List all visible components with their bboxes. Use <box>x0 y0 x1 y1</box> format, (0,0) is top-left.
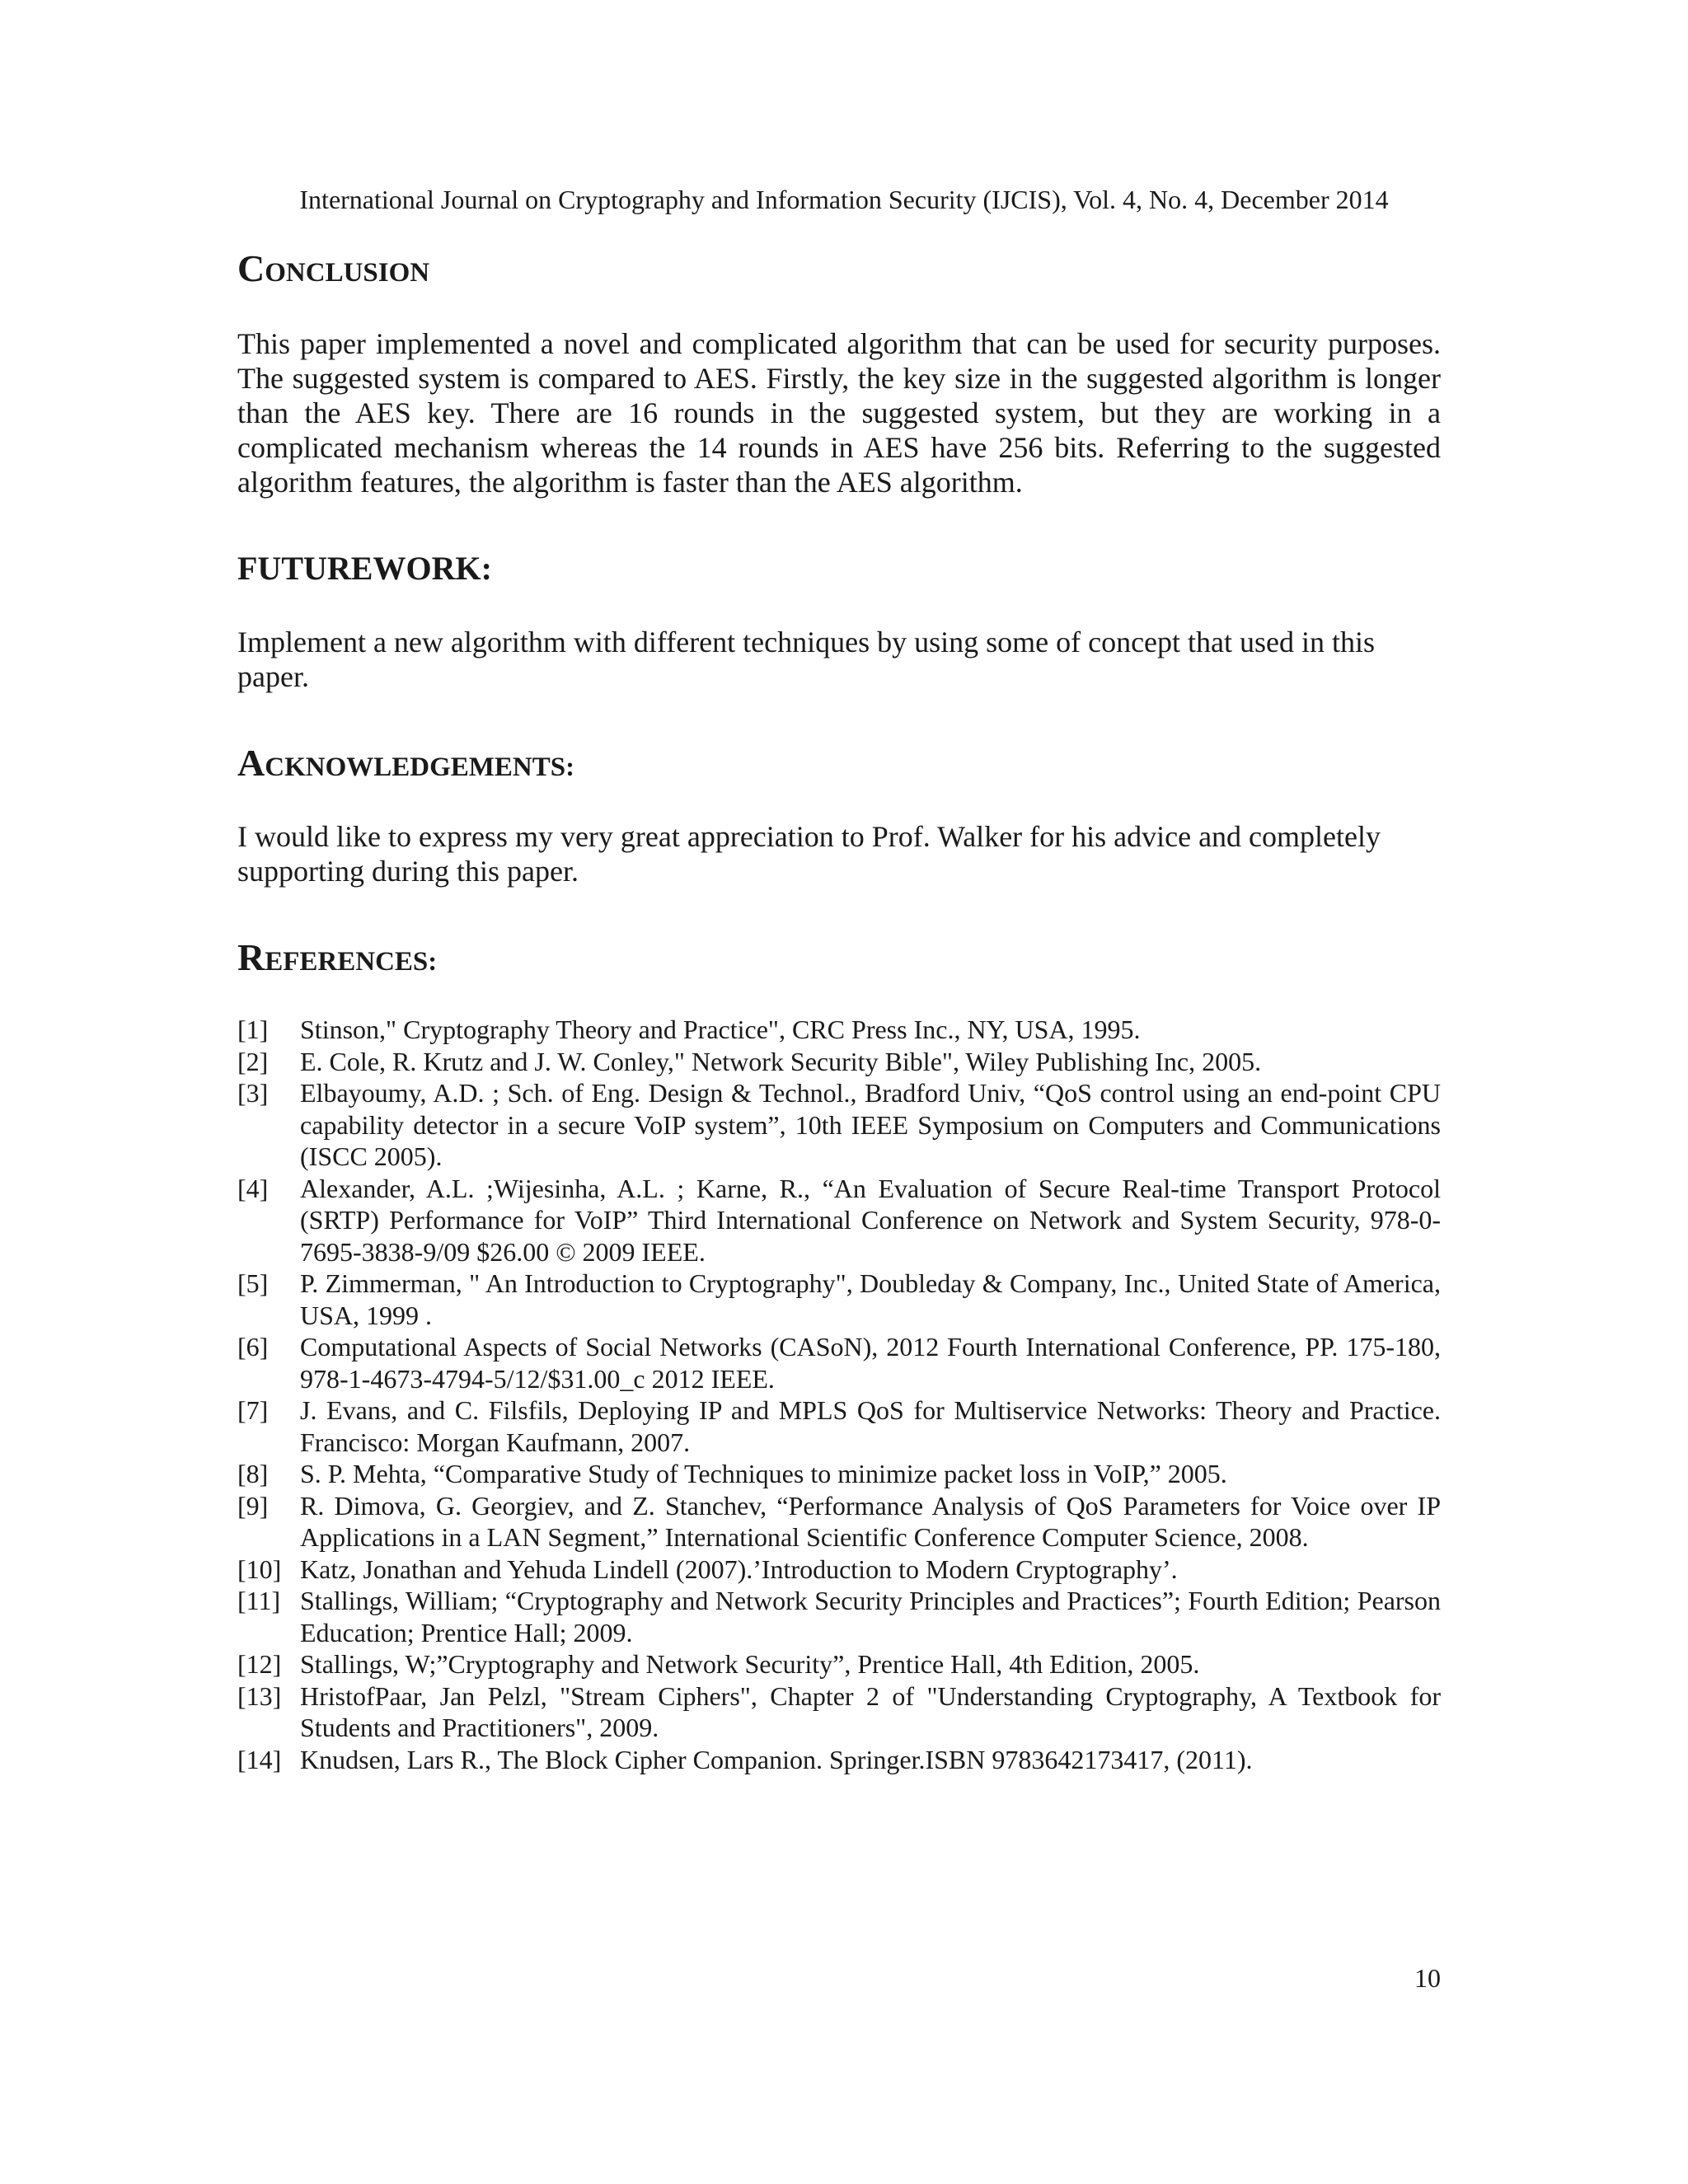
reference-number: [12] <box>237 1649 282 1679</box>
futurework-paragraph: Implement a new algorithm with different techniques by using some of concept that used in this paper. <box>237 626 1376 693</box>
reference-text: Alexander, A.L. ;Wijesinha, A.L. ; Karne, R., “An Evaluation of Secure Real-time Transport Protocol (SRTP) Performance for VoIP” Third International Conference on Network and System Security, 978-0-7695-3838-9/09 $26.00 © 2009 IEEE. <box>300 1173 1441 1267</box>
reference-number: [1] <box>237 1015 269 1044</box>
reference-number: [10] <box>237 1554 282 1584</box>
reference-text: E. Cole, R. Krutz and J. W. Conley," Network Security Bible", Wiley Publishing Inc, 2005. <box>300 1046 1262 1076</box>
reference-text: HristofPaar, Jan Pelzl, "Stream Ciphers", Chapter 2 of "Understanding Cryptography, A Textbook for Students and Practitioners", 2009. <box>300 1680 1441 1742</box>
reference-number: [8] <box>237 1459 269 1488</box>
reference-text: Katz, Jonathan and Yehuda Lindell (2007).’Introduction to Modern Cryptography’. <box>300 1554 1178 1584</box>
page-number: 10 <box>1414 1963 1441 1993</box>
reference-number: [2] <box>237 1046 269 1076</box>
reference-item <box>237 1173 1441 1268</box>
reference-text: R. Dimova, G. Georgiev, and Z. Stanchev, “Performance Analysis of QoS Parameters for Voice over IP Applications in a LAN Segment,” International Scientific Conference Computer Science, 2008. <box>300 1490 1441 1552</box>
acknowledgements-paragraph: I would like to express my very great appreciation to Prof. Walker for his advice and completely supporting during this paper. <box>237 820 1381 888</box>
conclusion-paragraph: This paper implemented a novel and complicated algorithm that can be used for security purposes. The suggested system is compared to AES. Firstly, the key size in the suggested algorithm is longer than the AES key. There are 16 rounds in the suggested system, but they are working in a complicated mechanism whereas the 14 rounds in AES have 256 bits. Referring to the suggested algorithm features, the algorithm is faster than the AES algorithm. <box>237 327 1441 499</box>
reference-number: [11] <box>237 1586 281 1615</box>
reference-item <box>237 1585 1441 1648</box>
reference-number: [5] <box>237 1268 269 1298</box>
acknowledgements-heading-rest: CKNOWLEDGEMENTS: <box>265 752 575 782</box>
reference-number: [14] <box>237 1744 282 1774</box>
conclusion-heading <box>237 247 429 294</box>
running-header: International Journal on Cryptography and Information Security (IJCIS), Vol. 4, No. 4, December 2014 <box>299 185 1389 214</box>
reference-number: [7] <box>237 1395 269 1425</box>
reference-item <box>237 1490 1441 1554</box>
reference-text: Elbayoumy, A.D. ; Sch. of Eng. Design & Technol., Bradford Univ, “QoS control using an end-point CPU capability detector in a secure VoIP system”, 10th IEEE Symposium on Computers and Communications (ISCC 2005). <box>300 1078 1441 1171</box>
reference-text: Knudsen, Lars R., The Block Cipher Companion. Springer.ISBN 9783642173417, (2011). <box>300 1744 1253 1774</box>
reference-number: [13] <box>237 1680 282 1711</box>
reference-item <box>237 1554 1441 1586</box>
reference-item <box>237 1744 1441 1776</box>
reference-text: Computational Aspects of Social Networks (CASoN), 2012 Fourth International Conference, PP. 175-180, 978-1-4673-4794-5/12/$31.00_c 2012 IEEE. <box>300 1332 1441 1394</box>
reference-number: [6] <box>237 1332 269 1361</box>
reference-text: Stallings, W;”Cryptography and Network Security”, Prentice Hall, 4th Edition, 2005. <box>300 1649 1200 1679</box>
reference-item <box>237 1014 1441 1046</box>
reference-text: J. Evans, and C. Filsfils, Deploying IP and MPLS QoS for Multiservice Networks: Theory and Practice. Francisco: Morgan Kaufmann, 2007. <box>300 1395 1441 1457</box>
reference-number: [9] <box>237 1490 269 1521</box>
reference-list <box>237 1014 1441 1775</box>
reference-item <box>237 1458 1441 1490</box>
reference-text: S. P. Mehta, “Comparative Study of Techniques to minimize packet loss in VoIP,” 2005. <box>300 1459 1227 1488</box>
reference-item <box>237 1268 1441 1331</box>
acknowledgements-heading <box>237 742 574 789</box>
references-heading <box>237 936 437 983</box>
reference-number: [4] <box>237 1173 269 1203</box>
conclusion-heading-rest: ONCLUSION <box>265 258 430 288</box>
reference-text: Stallings, William; “Cryptography and Network Security Principles and Practices”; Fourth Edition; Pearson Education; Prentice Hall; 2009. <box>300 1586 1441 1647</box>
reference-item <box>237 1648 1441 1680</box>
references-heading-rest: EFERENCES: <box>265 947 438 977</box>
reference-number: [3] <box>237 1078 269 1108</box>
conclusion-heading-cap: C <box>237 247 265 289</box>
references-heading-cap: R <box>237 936 265 978</box>
reference-text: P. Zimmerman, " An Introduction to Cryptography", Doubleday & Company, Inc., United State of America, USA, 1999 . <box>300 1268 1441 1330</box>
reference-item <box>237 1046 1441 1078</box>
reference-item <box>237 1077 1441 1173</box>
futurework-heading: FUTUREWORK: <box>237 550 492 587</box>
reference-item <box>237 1331 1441 1394</box>
reference-item <box>237 1680 1441 1744</box>
acknowledgements-heading-cap: A <box>237 742 265 784</box>
reference-text: Stinson," Cryptography Theory and Practice", CRC Press Inc., NY, USA, 1995. <box>300 1015 1141 1044</box>
reference-item <box>237 1394 1441 1458</box>
